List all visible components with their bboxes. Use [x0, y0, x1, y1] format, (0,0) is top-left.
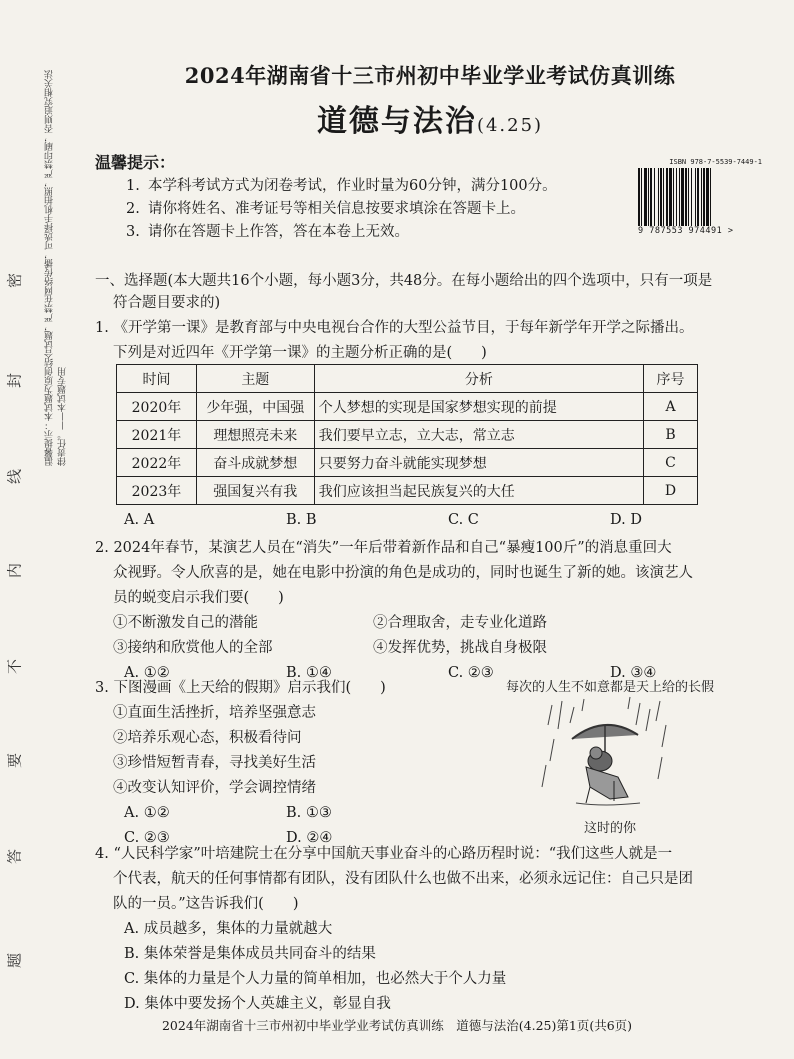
question-stem: 4. “人民科学家”叶培建院士在分享中国航天事业奋斗的心路历程时说：“我们这些人就是一 [95, 846, 673, 862]
cartoon-caption: 这时的你 [583, 821, 636, 836]
margin-notice: 温馨提示：本试题为原创结合试题，严禁在网络传播，可选择手机拍照，严禁印刷，否则追究相关法律责任。——本试题专用 [45, 70, 68, 466]
seal-char: 内 [5, 563, 24, 579]
option-b: B. B [286, 512, 317, 528]
table-row: 2022年 奋斗成就梦想 只要努力奋斗就能实现梦想 C [117, 449, 698, 477]
exam-title: 2024年湖南省十三市州初中毕业学业考试仿真训练 [184, 63, 676, 88]
subject-title [300, 96, 560, 140]
seal-char: 密 [5, 273, 24, 289]
option-d: D. ③④ [610, 665, 657, 681]
q1-table [116, 364, 698, 505]
option-c: C. C [448, 512, 479, 528]
choice: ④改变认知评价，学会调控情绪 [113, 780, 316, 796]
option-b: B. ①③ [286, 805, 332, 821]
choice: ①不断激发自己的潜能 [113, 615, 258, 631]
isbn-barcode [638, 158, 762, 240]
seal-char: 题 [5, 953, 24, 969]
option-d: D. D [610, 512, 642, 528]
seal-char: 线 [5, 469, 24, 485]
cartoon-figure [490, 676, 730, 841]
tips-list [126, 175, 626, 244]
option-a: A. ①② [124, 805, 170, 821]
question-stem: 个代表，航天的任何事情都有团队，没有团队什么也做不出来，必须永远记住：自己只是团 [113, 871, 693, 887]
option-c: C. 集体的力量是个人力量的简单相加，也必然大于个人力量 [124, 971, 507, 987]
table-header: 序号 [644, 365, 698, 393]
question-4 [95, 842, 765, 1017]
option-a: A. ①② [124, 665, 170, 681]
option-d: D. ②④ [286, 830, 333, 846]
choice: ②培养乐观心态，积极看待问 [113, 730, 302, 746]
choice: ③接纳和欣赏他人的全部 [113, 640, 273, 656]
question-stem: 队的一员。”这告诉我们( ) [113, 896, 299, 912]
isbn-bottom-text: 9 787553 974491 > [638, 226, 734, 236]
tip-item: 1. 本学科考试方式为闭卷考试，作业时量为60分钟，满分100分。 [126, 178, 557, 194]
seal-char: 要 [5, 753, 24, 769]
table-header: 主题 [196, 365, 314, 393]
tip-item: 2. 请你将姓名、准考证号等相关信息按要求填涂在答题卡上。 [126, 201, 525, 217]
table-row: 2023年 强国复兴有我 我们应该担当起民族复兴的大任 D [117, 477, 698, 505]
choice: ③珍惜短暂青春，寻找美好生活 [113, 755, 316, 771]
question-stem: 下列是对近四年《开学第一课》的主题分析正确的是( ) [113, 345, 487, 361]
question-3 [95, 676, 495, 851]
q1-options [124, 508, 744, 533]
cartoon-drawing [490, 695, 730, 813]
section-heading: 一、选择题(本大题共16个小题，每小题3分，共48分。在每小题给出的四个选项中，只有一项是 符合题目要求的) [95, 273, 713, 311]
tip-item: 3. 请你在答题卡上作答，答在本卷上无效。 [126, 224, 409, 240]
option-d: D. 集体中要发扬个人英雄主义，彰显自我 [124, 996, 391, 1012]
isbn-top-text: ISBN 978-7-5539-7449-1 [669, 158, 762, 166]
question-1 [95, 316, 755, 366]
choice: ②合理取舍，走专业化道路 [373, 615, 547, 631]
option-b: B. ①④ [286, 665, 332, 681]
question-stem: 1. 《开学第一课》是教育部与中央电视台合作的大型公益节目，于每年新学年开学之际播出。 [95, 320, 694, 336]
option-c: C. ②③ [124, 830, 170, 846]
subject-name: 道德与法治 [316, 104, 477, 139]
page-footer: 2024年湖南省十三市州初中毕业学业考试仿真训练 道德与法治(4.25)第1页(共6页) [161, 1018, 633, 1033]
barcode-bars [638, 168, 762, 226]
option-a: A. A [124, 512, 155, 528]
table-header: 时间 [117, 365, 197, 393]
question-stem: 众视野。令人欣喜的是，她在电影中扮演的角色是成功的，同时也诞生了新的她。该演艺人 [113, 565, 693, 581]
table-row: 2021年 理想照亮未来 我们要早立志，立大志，常立志 B [117, 421, 698, 449]
table-header: 分析 [314, 365, 643, 393]
choice: ①直面生活挫折，培养坚强意志 [113, 705, 316, 721]
seal-line [4, 270, 24, 1030]
table-header-row [117, 365, 698, 393]
cartoon-title: 每次的人生不如意都是天上给的长假 [505, 680, 714, 695]
subject-version: (4.25) [476, 115, 544, 136]
option-a: A. 成员越多，集体的力量就越大 [124, 921, 333, 937]
option-b: B. 集体荣誉是集体成员共同奋斗的结果 [124, 946, 376, 962]
seal-char: 不 [5, 659, 24, 675]
choice: ④发挥优势，挑战自身极限 [373, 640, 547, 656]
seal-char: 答 [5, 849, 24, 865]
question-stem: 员的蜕变启示我们要( ) [113, 590, 284, 606]
seal-char: 封 [5, 373, 24, 389]
question-stem: 3. 下图漫画《上天给的假期》启示我们( ) [95, 680, 386, 696]
question-stem: 2. 2024年春节，某演艺人员在“消失”一年后带着新作品和自己“暴瘦100斤”的消息重回大 [95, 540, 672, 556]
table-row: 2020年 少年强，中国强 个人梦想的实现是国家梦想实现的前提 A [117, 393, 698, 421]
question-2 [95, 536, 755, 686]
tips-heading: 温馨提示： [95, 153, 176, 172]
option-c: C. ②③ [448, 665, 494, 681]
